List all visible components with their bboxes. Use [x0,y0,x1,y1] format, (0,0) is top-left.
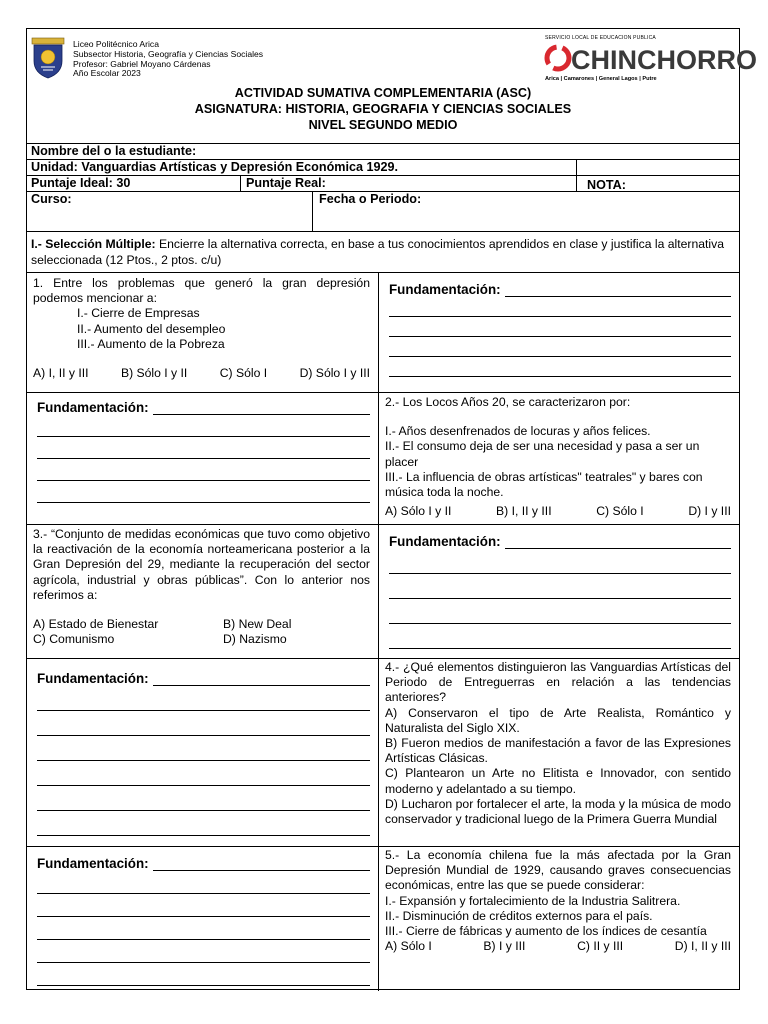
title-subject: ASIGNATURA: HISTORIA, GEOGRAFIA Y CIENCIAS SOCIALES [194,102,572,116]
answer-box-5 [27,846,378,991]
fundamentacion-label: Fundamentación: [37,671,149,686]
logo-service-text: SERVICIO LOCAL DE EDUCACION PUBLICA [545,35,656,41]
question-4-option-a[interactable]: A) Conservaron el tipo de Arte Realista, Romántico y Naturalista del Siglo XIX. [385,705,731,735]
answer-line[interactable] [37,761,370,786]
question-5-option-d[interactable]: D) I, II y III [674,939,731,954]
question-4 [378,658,739,846]
chinchorro-brand-logo [545,43,757,75]
fundamentacion-label: Fundamentación: [389,534,501,549]
logo-brand-text: CHINCHORRO [571,45,757,75]
grade-label: NOTA: [587,178,626,192]
question-2-option-b[interactable]: B) I, II y III [496,504,552,519]
question-3-option-a[interactable]: A) Estado de Bienestar [33,617,159,632]
answer-line[interactable] [505,536,731,549]
school-year: Año Escolar 2023 [73,68,141,79]
title-level: NIVEL SEGUNDO MEDIO [308,118,458,132]
question-4-option-c[interactable]: C) Plantearon un Arte no Elitista e Innovador, con sentido moderno y adelantado a su tiempo. [385,766,731,796]
answer-box-4 [27,658,378,846]
school-teacher: Profesor: Gabriel Moyano Cárdenas [73,58,211,69]
question-3-option-c[interactable]: C) Comunismo [33,632,115,647]
answer-line[interactable] [389,599,731,624]
answer-line[interactable] [389,357,731,377]
student-info-table [27,143,739,231]
question-1-option-c[interactable]: C) Sólo I [219,366,268,381]
question-1-item: III.- Aumento de la Pobreza [77,336,225,351]
answer-line[interactable] [37,686,370,711]
answer-line[interactable] [37,917,370,940]
fundamentacion-label: Fundamentación: [37,400,149,415]
answer-line[interactable] [37,481,370,503]
question-3 [27,524,378,658]
question-5-item: III.- Cierre de fábricas y aumento de los índices de cesantía [385,924,707,939]
answer-line[interactable] [389,317,731,337]
questions-grid [27,272,739,990]
answer-box-2 [27,392,378,524]
instructions-heading: I.- Selección Múltiple: [31,237,156,251]
real-score-label: Puntaje Real: [246,176,326,190]
answer-line[interactable] [389,574,731,599]
document-titles [27,85,739,133]
question-5-option-a[interactable]: A) Sólo I [385,939,432,954]
question-3-option-d[interactable]: D) Nazismo [223,632,287,647]
question-1-item: II.- Aumento del desempleo [77,321,226,336]
school-subsector: Subsector Historia, Geografía y Ciencias Sociales [73,48,264,59]
answer-line[interactable] [505,284,731,297]
question-1-item: I.- Cierre de Empresas [77,306,200,321]
question-1 [27,273,378,392]
answer-line[interactable] [37,871,370,894]
student-name-label: Nombre del o la estudiante: [31,144,197,158]
school-info [73,40,263,79]
question-2-item: III.- La influencia de obras artísticas" teatrales" y bares con música toda la noche. [385,469,703,500]
question-5-option-c[interactable]: C) II y III [577,939,624,954]
question-2-option-d[interactable]: D) I y III [688,504,731,519]
question-5-option-b[interactable]: B) I y III [483,939,526,954]
answer-line[interactable] [153,402,370,415]
answer-line[interactable] [37,963,370,986]
instructions [27,231,739,272]
row-unit [27,159,739,175]
course-label: Curso: [31,192,72,206]
answer-line[interactable] [37,894,370,917]
unit-label: Unidad: Vanguardias Artísticas y Depresión Económica 1929. [31,160,398,174]
question-1-options [33,366,370,381]
title-activity: ACTIVIDAD SUMATIVA COMPLEMENTARIA (ASC) [234,86,532,100]
fundamentacion-label: Fundamentación: [389,282,501,297]
worksheet-page [26,28,757,990]
question-5-stem: 5.- La economía chilena fue la más afectada por la Gran Depresión Mundial de 1929, causando graves consecuencias económicas, entre las que se puede considerar: [385,848,731,893]
chinchorro-logo [545,35,757,87]
question-5-options [385,939,731,954]
question-3-stem: 3.- “Conjunto de medidas económicas que tuvo como objetivo la reactivación de la economía norteamericana posterior a la Gran Depresión del 29, mediante la recuperación del sector agrícola, industrial y obras públicas”. Con lo anterior nos referimos a: [33,527,370,602]
fundamentacion-label: Fundamentación: [37,856,149,871]
question-2-item: I.- Años desenfrenados de locuras y años felices. [385,424,651,439]
answer-line[interactable] [37,711,370,736]
school-name: Liceo Politécnico Arica [73,39,159,49]
answer-box-1 [378,273,739,392]
answer-box-3 [378,524,739,658]
question-2-stem: 2.- Los Locos Años 20, se caracterizaron por: [385,395,631,409]
date-label: Fecha o Periodo: [319,192,422,206]
question-5 [378,846,739,991]
answer-line[interactable] [37,811,370,836]
answer-line[interactable] [37,415,370,437]
row-scores [27,175,739,191]
answer-line[interactable] [389,297,731,317]
answer-line[interactable] [389,624,731,649]
school-crest-logo [31,37,65,79]
question-5-item: II.- Disminución de créditos externos para el país. [385,908,653,923]
question-1-stem: 1. Entre los problemas que generó la gran depresión podemos mencionar a: [33,276,370,306]
row-course-date [27,191,739,231]
answer-line[interactable] [153,858,370,871]
header [27,29,757,145]
question-2 [378,392,739,524]
question-2-options [385,504,731,519]
row-student-name [27,143,739,159]
question-4-option-d[interactable]: D) Lucharon por fortalecer el arte, la moda y la música de modo conservador y tradicional luego de la Primera Guerra Mundial [385,796,731,827]
answer-line[interactable] [37,437,370,459]
question-4-option-b[interactable]: B) Fueron medios de manifestación a favor de las Expresiones Artísticas Clásicas. [385,736,731,766]
answer-line[interactable] [389,337,731,357]
question-1-option-d[interactable]: D) Sólo I y III [299,366,370,381]
answer-line[interactable] [37,459,370,481]
logo-communes: Arica | Camarones | General Lagos | Putre [545,76,657,82]
answer-line[interactable] [153,673,370,686]
ideal-score-label: Puntaje Ideal: 30 [31,176,131,190]
question-1-option-b[interactable]: B) Sólo I y II [120,366,188,381]
question-4-stem: 4.- ¿Qué elementos distinguieron las Vanguardias Artísticas del Periodo de Entreguerras en relación a las tendencias anteriores? [385,660,731,705]
question-2-option-c[interactable]: C) Sólo I [596,504,644,519]
question-3-option-b[interactable]: B) New Deal [223,617,292,632]
instructions-text: Encierre la alternativa correcta, en base a tus conocimientos aprendidos en clase y justifica la alternativa seleccionada (12 Ptos., 2 ptos. c/u) [31,237,724,267]
question-1-option-a[interactable]: A) I, II y III [33,366,89,381]
question-2-item: II.- El consumo deja de ser una necesidad y pasa a ser un placer [385,439,700,469]
question-2-option-a[interactable]: A) Sólo I y II [385,504,452,519]
question-5-item: I.- Expansión y fortalecimiento de la Industria Salitrera. [385,893,681,908]
answer-line[interactable] [37,736,370,761]
answer-line[interactable] [37,940,370,963]
answer-line[interactable] [37,786,370,811]
answer-line[interactable] [389,549,731,574]
